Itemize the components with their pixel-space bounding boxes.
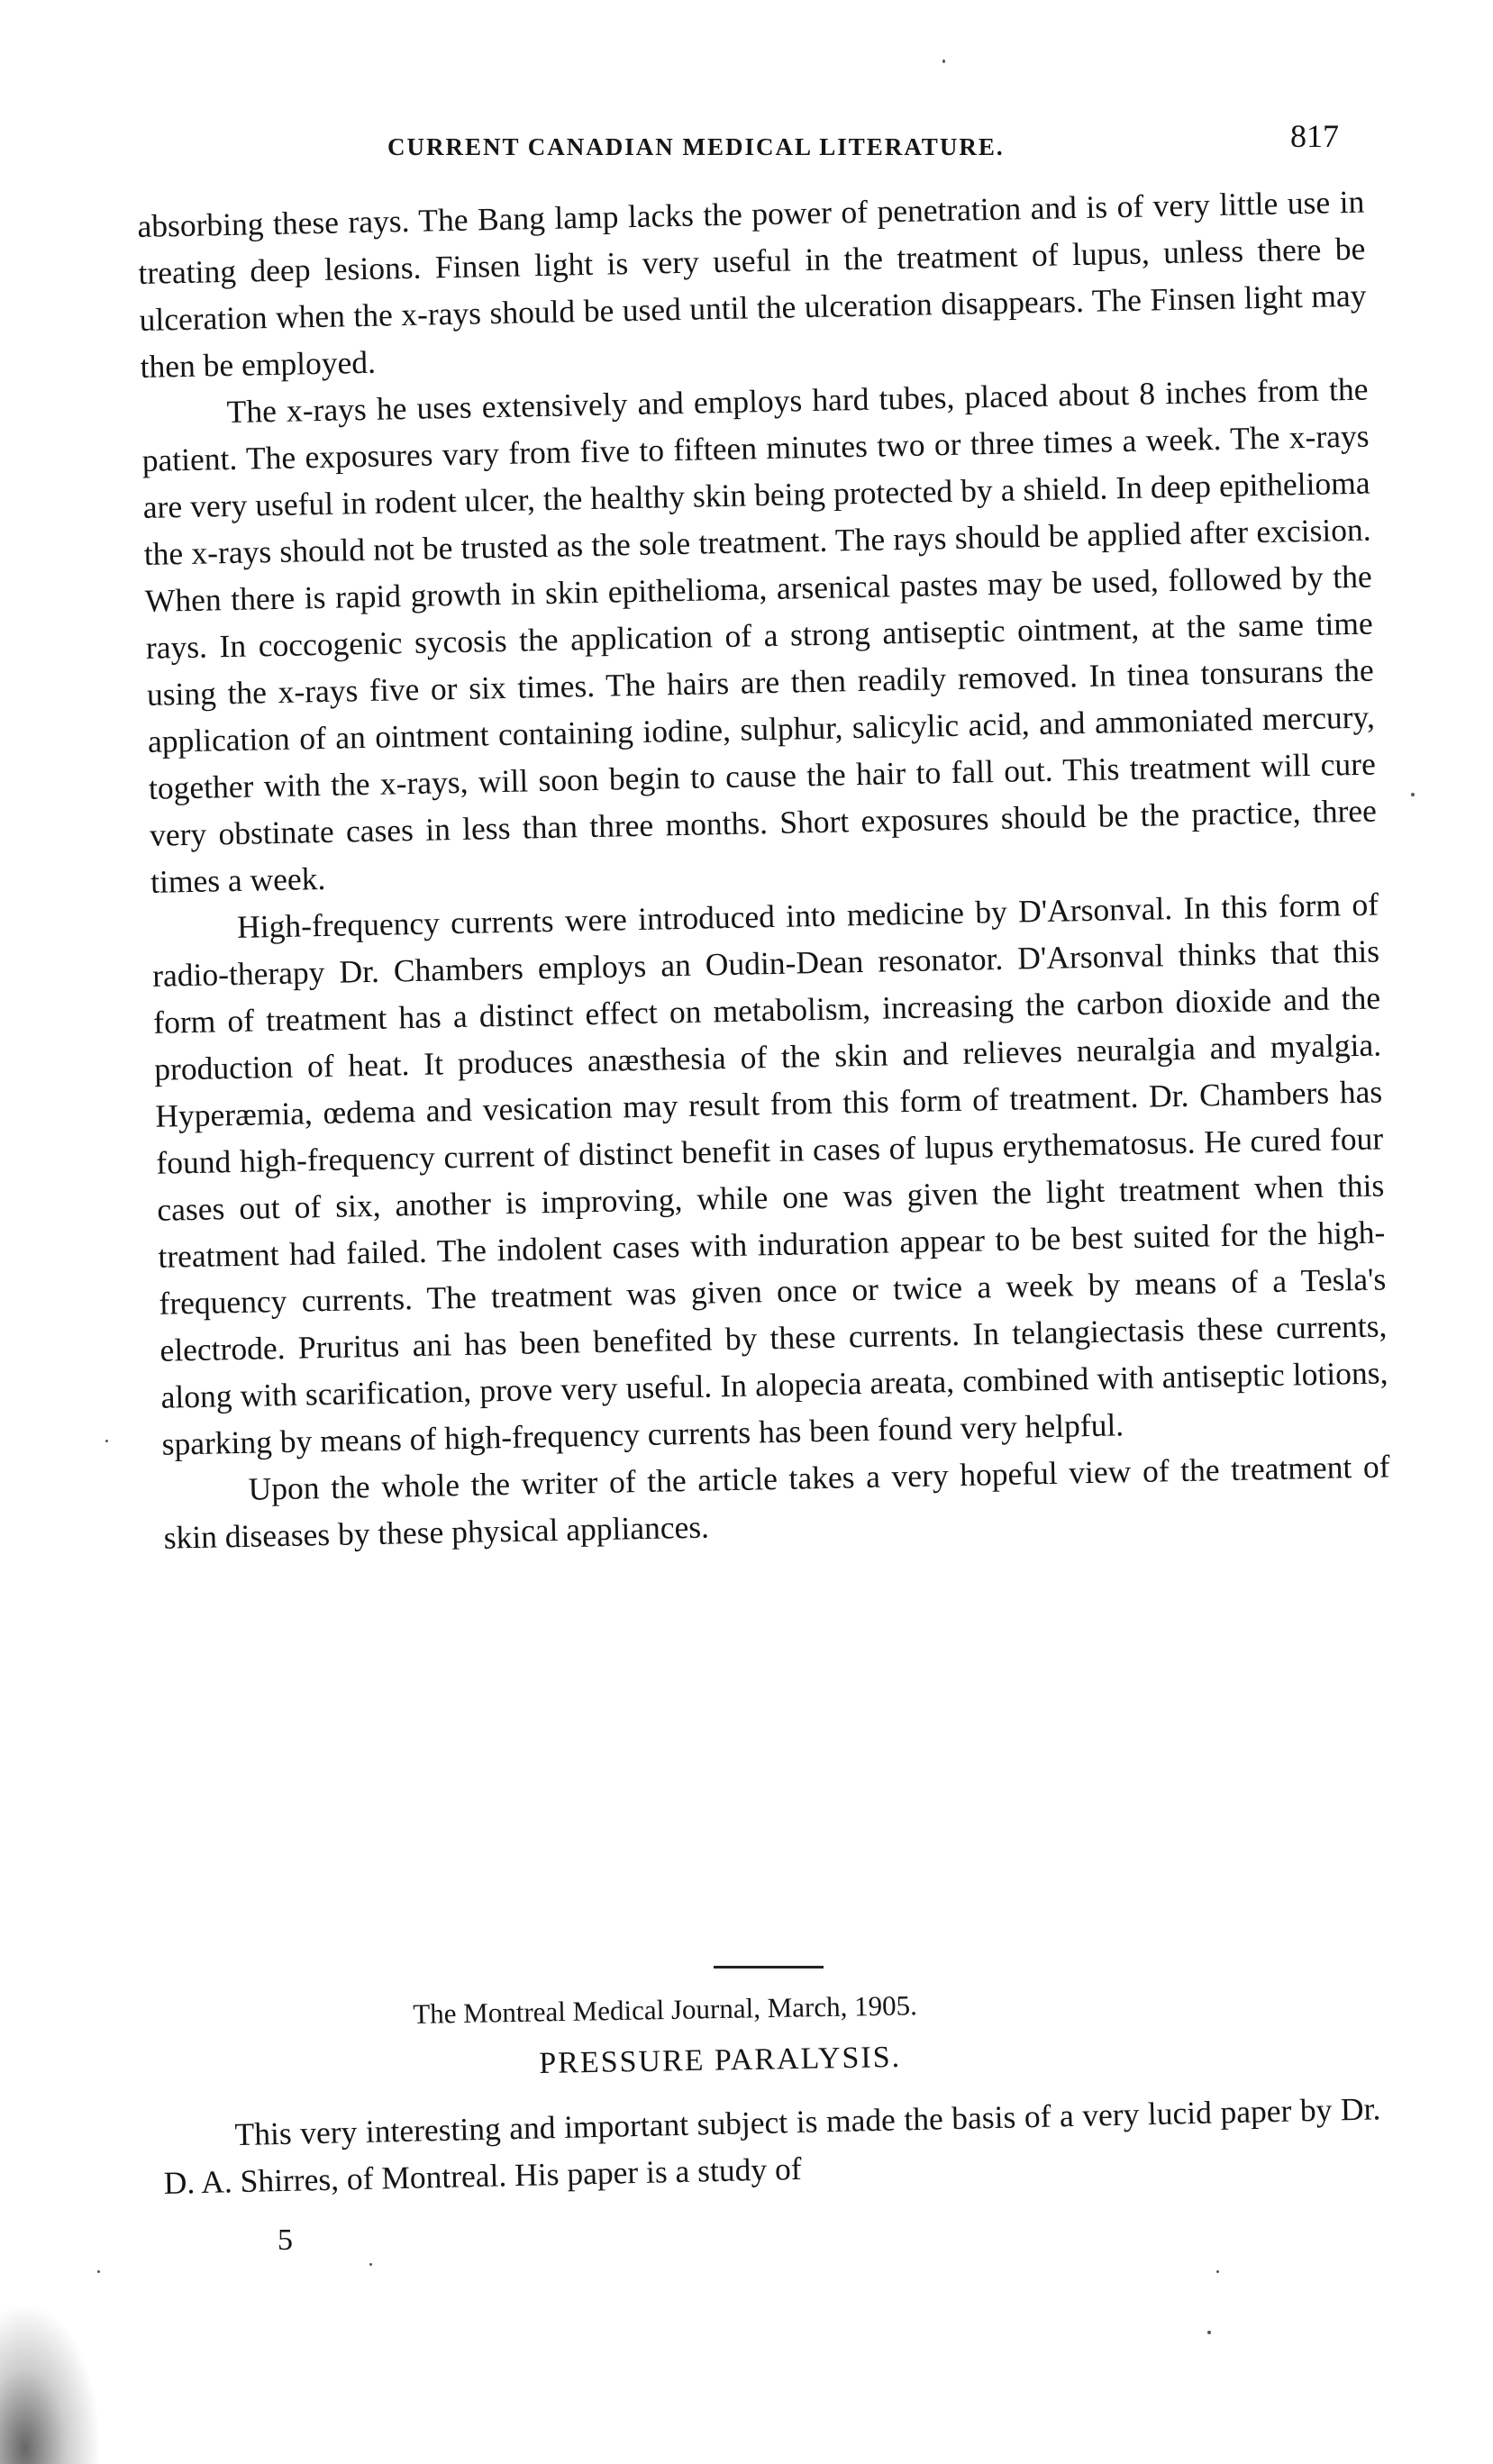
signature-mark: 5 (278, 2223, 293, 2257)
scan-speck (369, 2263, 372, 2266)
scan-speck (942, 59, 945, 63)
paragraph-continuation: absorbing these rays. The Bang lamp lacks the power of penetration and is of very little use in treating deep lesions. Finsen light is very useful in the treatment of lupus, unless there be ulceration when the x-rays should be used until the ulceration disappears. The Finsen light may then be employed. (137, 183, 1367, 385)
running-title: CURRENT CANADIAN MEDICAL LITERATURE. (387, 133, 1005, 160)
scan-speck (1216, 2270, 1219, 2273)
scan-speck (105, 1440, 108, 1442)
scan-edge-noise (0, 2306, 99, 2464)
paragraph-x-rays: The x-rays he uses extensively and employs hard tubes, placed about 8 inches from the patient. The exposures vary from five to fifteen minutes two or three times a week. The x-rays are very useful in rodent ulcer, the healthy skin being protected by a shield. In deep epithelioma the x-rays should not be trusted as the sole treatment. The rays should be applied after excision. When there is rapid growth in skin epithelioma, arsenical pastes may be used, followed by the rays. In coccogenic sycosis the application of a strong antiseptic ointment, at the same time using the x-rays five or six times. The hairs are then readily removed. In tinea tonsurans the application of an ointment containing iodine, sulphur, salicylic acid, and ammoniated mercury, together with the x-rays, will soon begin to cause the hair to fall out. This treatment will cure very obstinate cases in less than three months. Short exposures should be the practice, three times a week. (141, 370, 1378, 900)
section-divider (714, 1966, 824, 1968)
paragraph-conclusion: Upon the whole the writer of the article takes a very hopeful view of the treatment of skin diseases by these physical appliances. (163, 1448, 1390, 1556)
scan-speck (1411, 793, 1415, 796)
journal-source: The Montreal Medical Journal, March, 1905. (413, 1989, 918, 2030)
article-title: PRESSURE PARALYSIS. (539, 2040, 902, 2080)
scan-speck (97, 2270, 100, 2273)
paragraph-opening: This very interesting and important subject is made the basis of a very lucid paper by Dr. D. A. Shirres, of Montreal. His paper is a study of (163, 2090, 1381, 2201)
main-text-block (137, 178, 1391, 1561)
page-number: 817 (1290, 118, 1339, 154)
scan-speck (1207, 2331, 1211, 2334)
article-opening-block (162, 2085, 1382, 2206)
paragraph-high-frequency: High-frequency currents were introduced into medicine by D'Arsonval. In this form of radio-therapy Dr. Chambers employs an Oudin-Dean resonator. D'Arsonval thinks that this form of treatment has a distinct effect on metabolism, increasing the carbon dioxide and the production of heat. It produces anæsthesia of the skin and relieves neuralgia and myalgia. Hyperæmia, œdema and vesication may result from this form of treatment. Dr. Chambers has found high-frequency current of distinct benefit in cases of lupus erythematosus. He cured four cases out of six, another is improving, while one was given the light treatment when this treatment had failed. The indolent cases with induration appear to be best suited for the high-frequency currents. The treatment was given once or twice a week by means of a Tesla's electrode. Pruritus ani has been benefited by these currents. In telangiectasis these currents, along with scarification, prove very useful. In alopecia areata, combined with antiseptic lotions, sparking by means of high-frequency currents has been found very helpful. (151, 886, 1388, 1462)
